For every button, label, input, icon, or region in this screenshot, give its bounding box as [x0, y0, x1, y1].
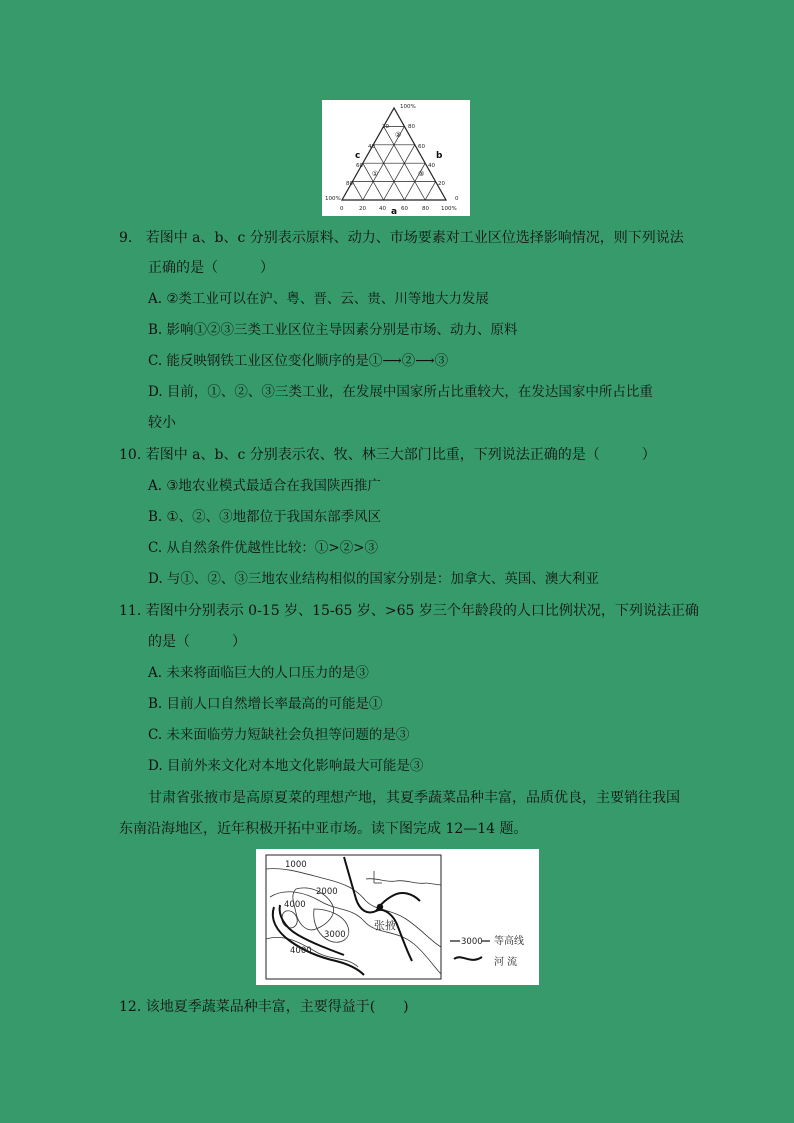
- q9-stem-2: 正确的是（ ）: [148, 260, 274, 276]
- left-corner-label: 100%: [325, 196, 341, 202]
- q10-option-b[interactable]: B. ①、②、③地都位于我国东部季风区: [148, 509, 382, 525]
- point-2: ③: [418, 170, 425, 178]
- q10-option-d[interactable]: D. 与①、②、③三地农业结构相似的国家分别是：加拿大、英国、澳大利亚: [148, 571, 599, 587]
- q9-stem-1: [119, 228, 684, 248]
- contour-label-2000: 2000: [316, 887, 338, 897]
- q9-option-d-cont: 较小: [148, 415, 176, 431]
- q10-stem-text: 若图中 a、b、c 分别表示农、牧、林三大部门比重，下列说法正确的是（ ）: [145, 447, 656, 463]
- contour-label-4000a: 4000: [284, 900, 306, 910]
- point-1: ①: [372, 170, 379, 178]
- q9-option-b[interactable]: B. 影响①②③三类工业区位主导因素分别是市场、动力、原料: [148, 322, 518, 338]
- tick-b4: 80: [422, 206, 429, 212]
- q11-stem-1: [119, 601, 699, 621]
- tick-r1: 60: [418, 144, 425, 150]
- q9-number: 9.: [119, 230, 133, 246]
- ternary-diagram: [322, 100, 470, 216]
- contour-label-3000: 3000: [324, 930, 346, 940]
- side-c-label: c: [355, 151, 361, 161]
- q12-stem-text: 该地夏季蔬菜品种丰富，主要得益于( ): [145, 999, 409, 1015]
- tick-b5: 100%: [441, 206, 457, 212]
- q9-stem-text: 若图中 a、b、c 分别表示原料、动力、市场要素对工业区位选择影响情况，则下列说法: [145, 230, 684, 246]
- tick-l2: 60: [356, 163, 363, 169]
- tick-l3: 80: [346, 181, 353, 187]
- tick-r0: 80: [408, 124, 415, 130]
- ternary-svg: [322, 100, 470, 216]
- zhangye-city-dot: [377, 904, 383, 910]
- legend-river-label: 河 流: [494, 957, 518, 968]
- q9-option-d[interactable]: D. 目前，①、②、③三类工业，在发展中国家所占比重较大，在发达国家中所占比重: [148, 384, 653, 400]
- passage-line-2: 东南沿海地区，近年积极开拓中亚市场。读下图完成 12—14 题。: [119, 821, 528, 837]
- tick-b0: 0: [340, 206, 344, 212]
- tick-l1: 40: [368, 144, 375, 150]
- contour-label-1000: 1000: [285, 860, 307, 870]
- q11-stem-2: 的是（ ）: [148, 634, 246, 650]
- right-corner-label: 0: [455, 196, 459, 202]
- q11-stem-text: 若图中分别表示 0-15 岁、15-65 岁、>65 岁三个年龄段的人口比例状况，下列说法正确: [145, 603, 699, 619]
- q10-number: 10.: [119, 447, 142, 463]
- q11-option-a[interactable]: A. 未来将面临巨大的人口压力的是③: [148, 665, 369, 681]
- legend-river-symbol: [454, 957, 482, 960]
- tick-l0: 20: [382, 124, 389, 130]
- tick-r3: 20: [438, 181, 445, 187]
- legend-contour-value: 3000: [461, 937, 483, 947]
- map-legend: [450, 934, 524, 968]
- contour-line: [366, 879, 441, 885]
- q10-stem: [119, 445, 656, 465]
- side-b-label: b: [436, 151, 443, 161]
- q10-option-c[interactable]: C. 从自然条件优越性比较：①>②>③: [148, 540, 379, 556]
- tick-b1: 20: [359, 206, 366, 212]
- contour-line: [282, 911, 297, 928]
- contour-label-4000b: 4000: [290, 946, 312, 956]
- q11-number: 11.: [119, 603, 142, 619]
- q9-option-a[interactable]: A. ②类工业可以在沪、粤、晋、云、贵、川等地大力发展: [148, 291, 489, 307]
- q11-option-b[interactable]: B. 目前人口自然增长率最高的可能是①: [148, 696, 383, 712]
- tick-r2: 40: [428, 163, 435, 169]
- contour-map: [256, 849, 539, 985]
- map-frame: [266, 855, 441, 979]
- legend-contour-label: 等高线: [494, 936, 524, 947]
- q12-number: 12.: [119, 999, 142, 1015]
- point-2-top: ②: [395, 131, 402, 139]
- city-label-zhangye: 张掖: [374, 919, 396, 932]
- tick-b3: 60: [401, 206, 408, 212]
- q10-option-a[interactable]: A. ③地农业模式最适合在我国陕西推广: [148, 478, 381, 494]
- q9-option-c[interactable]: C. 能反映钢铁工业区位变化顺序的是①⟶②⟶③: [148, 353, 449, 369]
- tick-b2: 40: [379, 206, 386, 212]
- river-line: [273, 907, 364, 975]
- top-label: 100%: [400, 104, 416, 110]
- q11-option-d[interactable]: D. 目前外来文化对本地文化影响最大可能是③: [148, 758, 424, 774]
- q11-option-c[interactable]: C. 未来面临劳力短缺社会负担等问题的是③: [148, 727, 410, 743]
- q12-stem: [119, 997, 409, 1017]
- passage-line-1: 甘肃省张掖市是高原夏菜的理想产地，其夏季蔬菜品种丰富，品质优良，主要销往我国: [148, 790, 680, 806]
- side-a-label: a: [391, 207, 398, 216]
- contour-map-svg: [256, 849, 539, 985]
